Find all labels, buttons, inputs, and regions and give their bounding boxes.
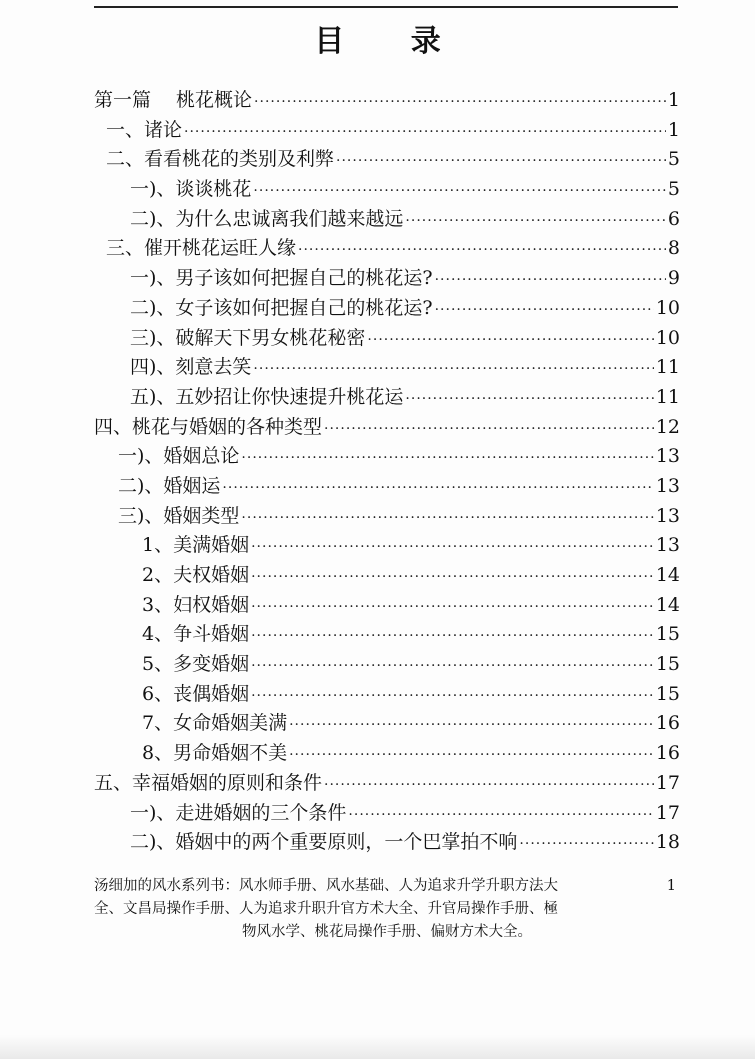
toc-entry-page-number: 14 [655,593,680,616]
footer-page-number: 1 [666,878,676,894]
toc-entry-label: 一)、谈谈桃花 [130,178,252,201]
toc-entry-label: 6、丧偶婚姻 [142,682,250,705]
footer-line-1 [94,875,680,898]
toc-entry-label: 三、催开桃花运旺人缘 [106,237,297,260]
toc-entry [94,649,680,679]
toc-entry-label: 三)、婚姻类型 [118,504,240,527]
toc-entry-label: 二)、为什么忠诚离我们越来越远 [130,207,404,230]
toc-entry-page-number: 1 [667,89,680,111]
toc-entry-page-number: 6 [667,207,680,230]
toc-leader-dots [367,332,653,348]
toc-entry [94,827,680,857]
toc-entry [94,590,680,620]
page-edge-shadow [0,1035,755,1059]
toc-entry-page-number: 5 [667,148,680,171]
toc-entry-page-number: 17 [655,801,680,824]
toc-entry-page-number: 14 [655,564,680,586]
toc-entry-page-number: 16 [655,712,680,735]
toc-entry [94,619,680,649]
toc-leader-dots [251,688,654,704]
toc-entry [94,85,680,115]
toc-leader-dots [253,361,653,377]
toc-entry-page-number: 11 [655,385,680,408]
toc-entry-page-number: 17 [655,771,680,794]
page-title: 目 录 [314,24,469,59]
toc-entry-label: 五)、五妙招让你快速提升桃花运 [130,385,404,408]
toc-entry-label: 一、诸论 [106,118,183,141]
toc-entry-page-number: 5 [667,178,680,201]
toc-leader-dots [222,480,653,496]
toc-leader-dots [324,421,654,437]
toc-entry-label: 一)、走进婚姻的三个条件 [130,801,347,824]
toc-leader-dots [251,569,654,585]
toc-entry [94,679,680,709]
toc-leader-dots [405,213,665,229]
toc-entry [94,441,680,471]
toc-leader-dots [241,510,653,526]
toc-leader-dots [519,836,653,852]
toc-entry-label: 二)、女子该如何把握自己的桃花运? [130,296,433,319]
toc-entry-label: 一)、男子该如何把握自己的桃花运? [130,267,433,290]
toc-entry-page-number: 9 [667,267,680,290]
toc-entry-label: 2、夫权婚姻 [142,564,250,586]
toc-entry-label: 四)、刻意去笑 [130,356,252,379]
toc-entry-label: 7、女命婚姻美满 [142,712,288,735]
toc-entry-label: 5、多变婚姻 [142,653,250,676]
toc-entry [94,352,680,382]
toc-entry [94,798,680,828]
toc-leader-dots [348,807,653,823]
toc-entry-page-number: 12 [655,415,680,438]
toc-leader-dots [251,658,654,674]
toc-entry-page-number: 11 [655,356,680,379]
toc-entry [94,144,680,174]
toc-leader-dots [184,124,666,140]
toc-entry-page-number: 15 [655,682,680,705]
toc-leader-dots [435,272,666,288]
toc-entry [94,204,680,234]
toc-entry-page-number: 16 [655,742,680,765]
toc-leader-dots [289,747,654,763]
toc-entry [94,293,680,323]
toc-entry-page-number: 15 [655,653,680,676]
toc-entry-label: 一)、婚姻总论 [118,445,240,468]
toc-leader-dots [289,717,654,733]
toc-entry [94,382,680,412]
toc-entry-label: 二)、婚姻运 [118,474,221,497]
toc-leader-dots [253,183,665,199]
toc-entry-page-number: 13 [655,504,680,527]
toc-entry [94,501,680,531]
toc-entry-label: 4、争斗婚姻 [142,623,250,646]
toc-entry-label: 四、桃花与婚姻的各种类型 [94,415,323,438]
toc-leader-dots [251,628,654,644]
toc-entry-label: 五、幸福婚姻的原则和条件 [94,771,323,794]
toc-entry [94,768,680,798]
toc-entry [94,323,680,353]
toc-entry [94,174,680,204]
toc-entry [94,263,680,293]
toc-entry-label: 二、看看桃花的类别及利弊 [106,148,335,171]
toc-entry-label: 第一篇 桃花概论 [94,89,253,111]
toc-entry-page-number: 1 [667,118,680,141]
toc-entry-page-number: 15 [655,623,680,646]
toc-entry-page-number: 13 [655,534,680,557]
toc-entry [94,412,680,442]
toc-entry-label: 8、男命婚姻不美 [142,742,288,765]
toc-entry [94,560,680,590]
toc-entry [94,708,680,738]
toc-leader-dots [241,450,653,466]
toc-leader-dots [405,391,653,407]
toc-entry-label: 三)、破解天下男女桃花秘密 [130,326,366,349]
footer-line-3: 物风水学、桃花局操作手册、偏财方术大全。 [242,924,532,940]
toc-leader-dots [251,539,654,555]
toc-leader-dots [298,242,666,258]
toc-leader-dots [251,599,654,615]
toc-entry-label: 二)、婚姻中的两个重要原则，一个巴掌拍不响 [130,831,518,854]
toc-entry [94,738,680,768]
footer-note [94,875,680,944]
top-rule [94,6,678,8]
toc-entry-page-number: 13 [655,474,680,497]
toc-entry [94,233,680,263]
table-of-contents [94,85,680,857]
toc-entry-page-number: 8 [667,237,680,260]
toc-entry-page-number: 18 [655,831,680,854]
footer-line-2: 全、文昌局操作手册、人为追求升职升官方术大全、升官局操作手册、極 [94,901,558,917]
footer-line-1-text: 汤细加的风水系列书：风水师手册、风水基础、人为追求升学升职方法大 [94,878,558,894]
toc-leader-dots [254,94,666,110]
toc-entry-page-number: 13 [655,445,680,468]
toc-entry-page-number: 10 [655,296,680,319]
toc-entry-label: 3、妇权婚姻 [142,593,250,616]
toc-entry [94,530,680,560]
toc-leader-dots [324,777,654,793]
toc-leader-dots [435,302,654,318]
toc-entry-page-number: 10 [655,326,680,349]
toc-entry [94,471,680,501]
toc-entry [94,115,680,145]
toc-entry-label: 1、美满婚姻 [142,534,250,557]
toc-leader-dots [336,153,666,169]
